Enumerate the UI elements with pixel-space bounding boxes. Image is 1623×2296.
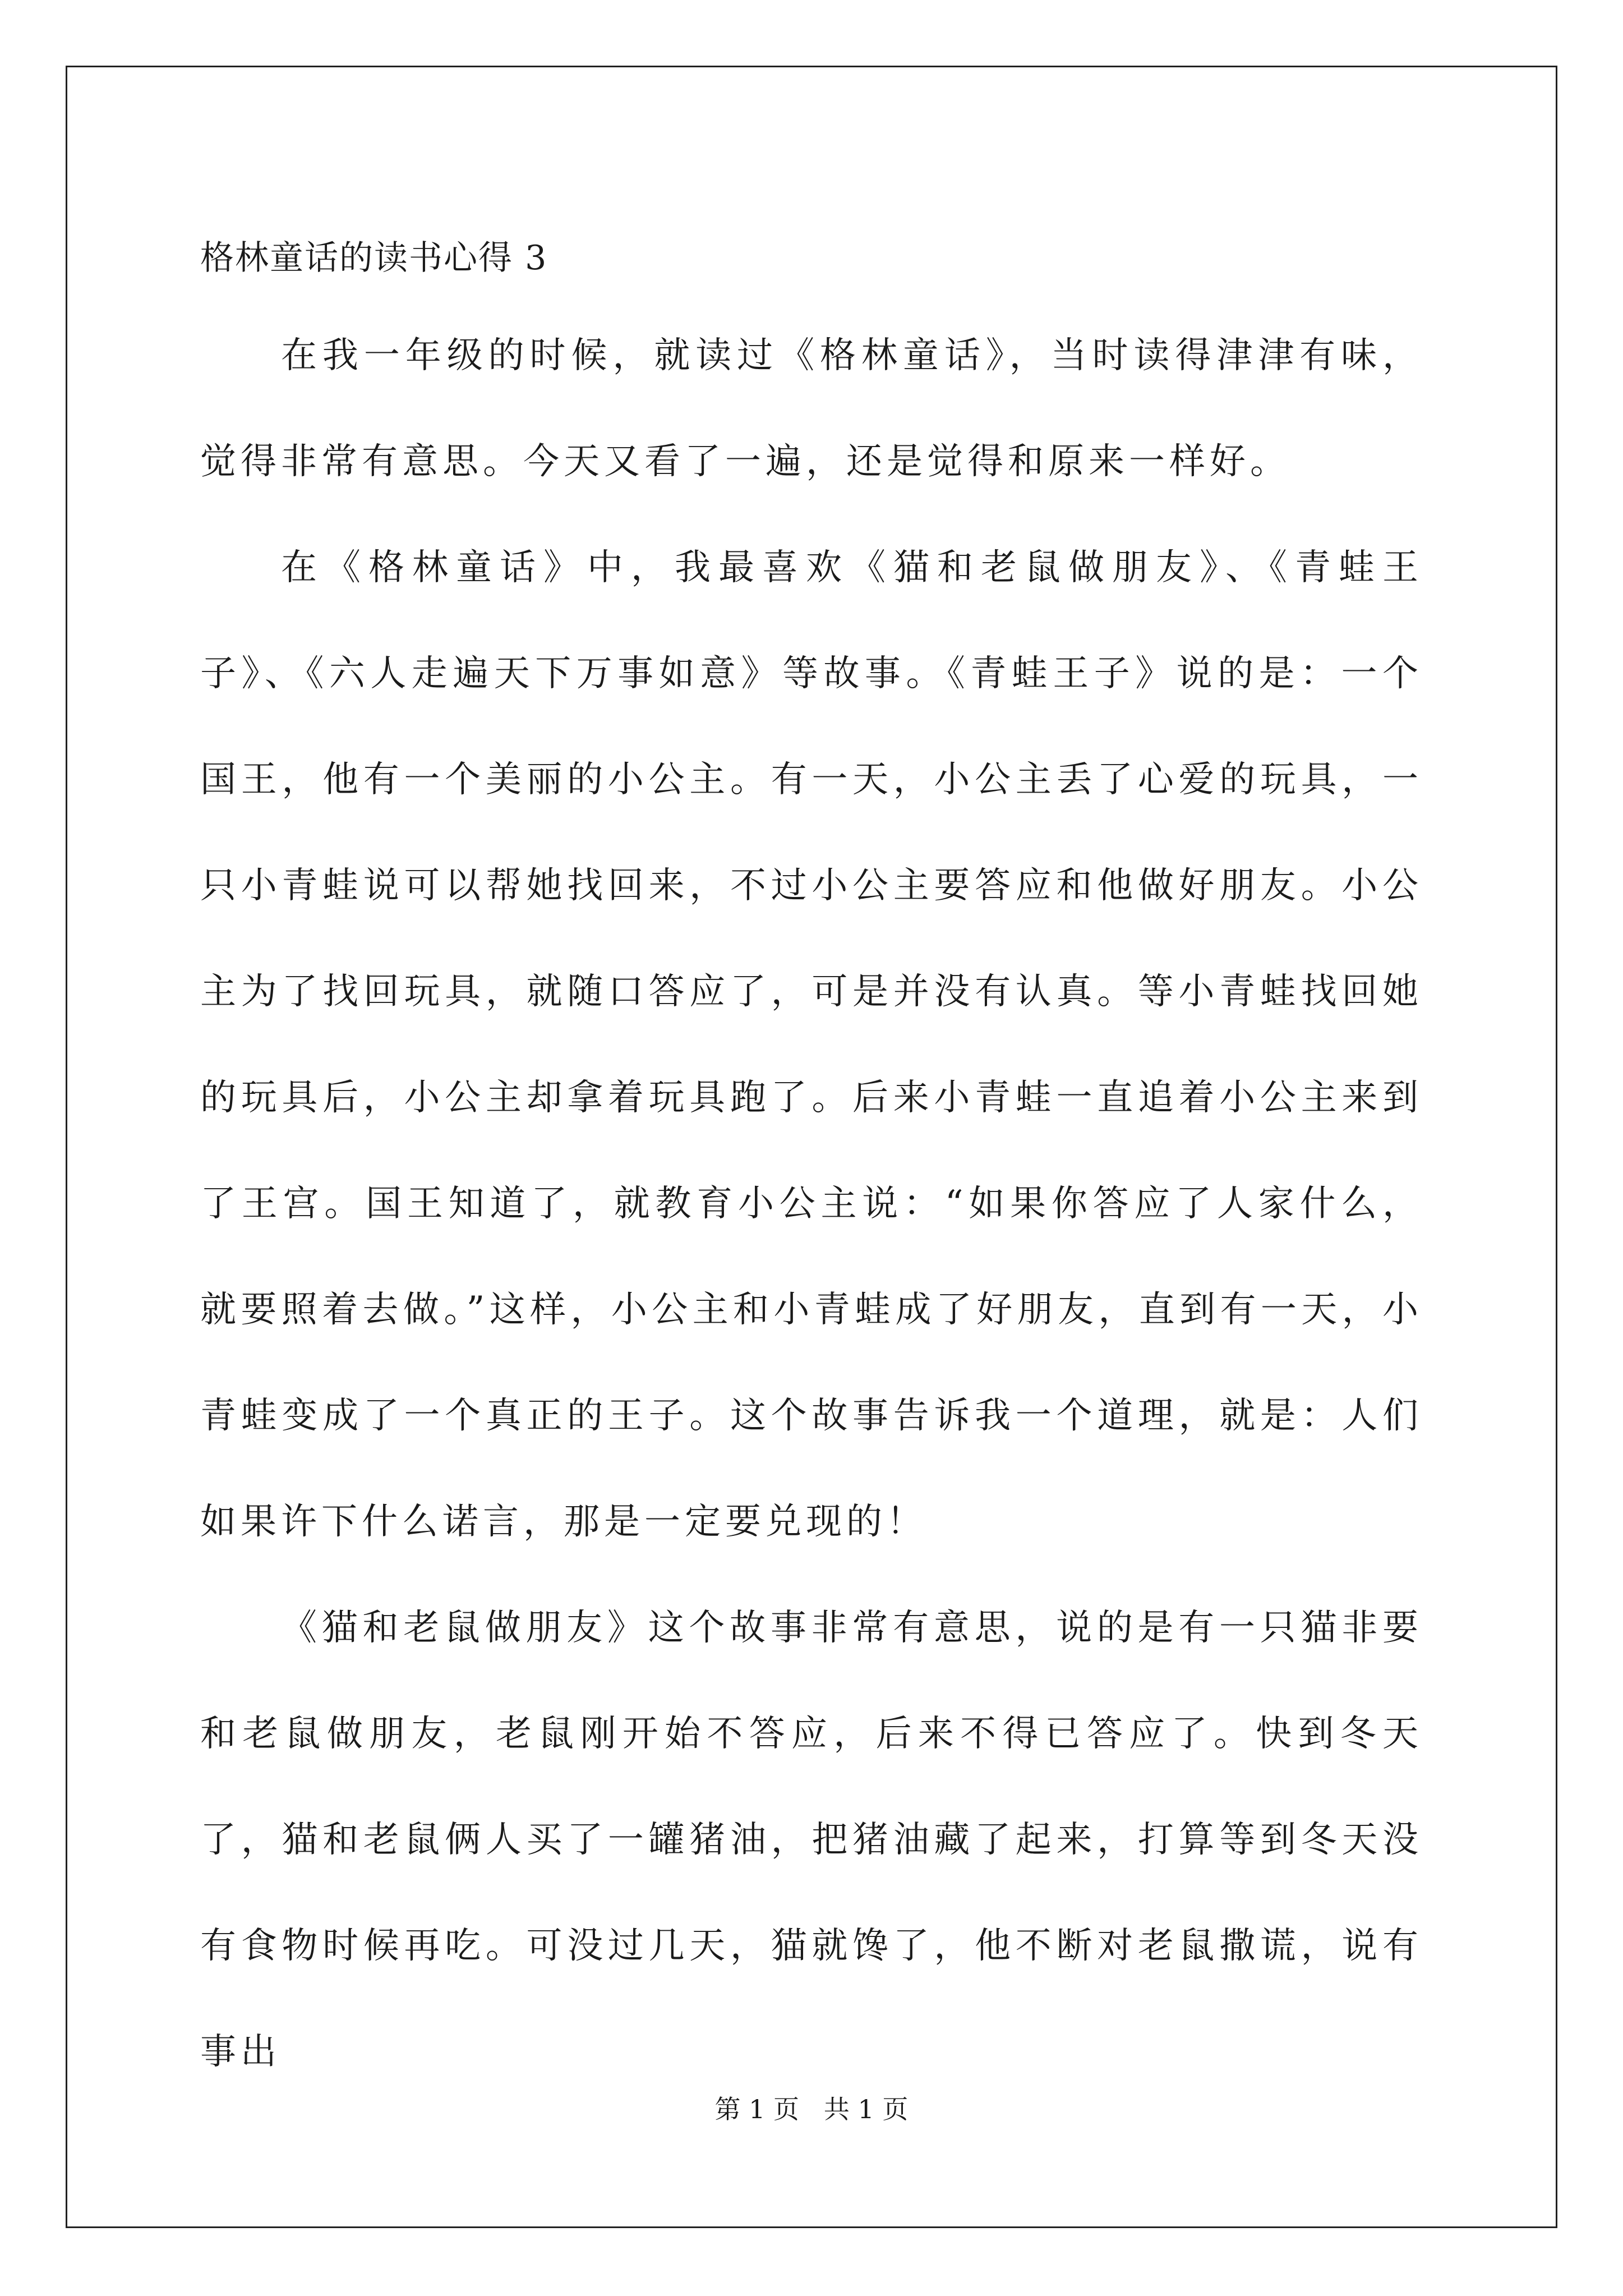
paragraph-2: 在《格林童话》中，我最喜欢《猫和老鼠做朋友》、《青蛙王子》、《六人走遍天下万事如意》等故事。《青蛙王子》说的是：一个国王，他有一个美丽的小公主。有一天，小公主丢了心爱的玩具，一只小青蛙说可以帮她找回来，不过小公主要答应和他做好朋友。小公主为了找回玩具，就随口答应了，可是并没有认真。等小青蛙找回她的玩具后，小公主却拿着玩具跑了。后来小青蛙一直追着小公主来到了王宫。国王知道了，就教育小公主说：“如果你答应了人家什么，就要照着去做。”这样，小公主和小青蛙成了好朋友，直到有一天，小青蛙变成了一个真正的王子。这个故事告诉我一个道理，就是：人们如果许下什么诺言，那是一定要兑现的！ <box>200 547 1423 1543</box>
paragraph-3: 《猫和老鼠做朋友》这个故事非常有意思，说的是有一只猫非要和老鼠做朋友，老鼠刚开始不答应，后来不得已答应了。快到冬天了，猫和老鼠俩人买了一罐猪油，把猪油藏了起来，打算等到冬天没有食物时候再吃。可没过几天，猫就馋了，他不断对老鼠撒谎，说有事出 <box>200 1607 1423 2073</box>
document-title: 格林童话的读书心得 3 <box>200 238 548 278</box>
paragraph-1: 在我一年级的时候，就读过《格林童话》，当时读得津津有味，觉得非常有意思。今天又看了一遍，还是觉得和原来一样好。 <box>200 335 1423 482</box>
document-body <box>200 224 1423 2105</box>
page-footer: 第 1 页 共 1 页 <box>714 2094 909 2124</box>
